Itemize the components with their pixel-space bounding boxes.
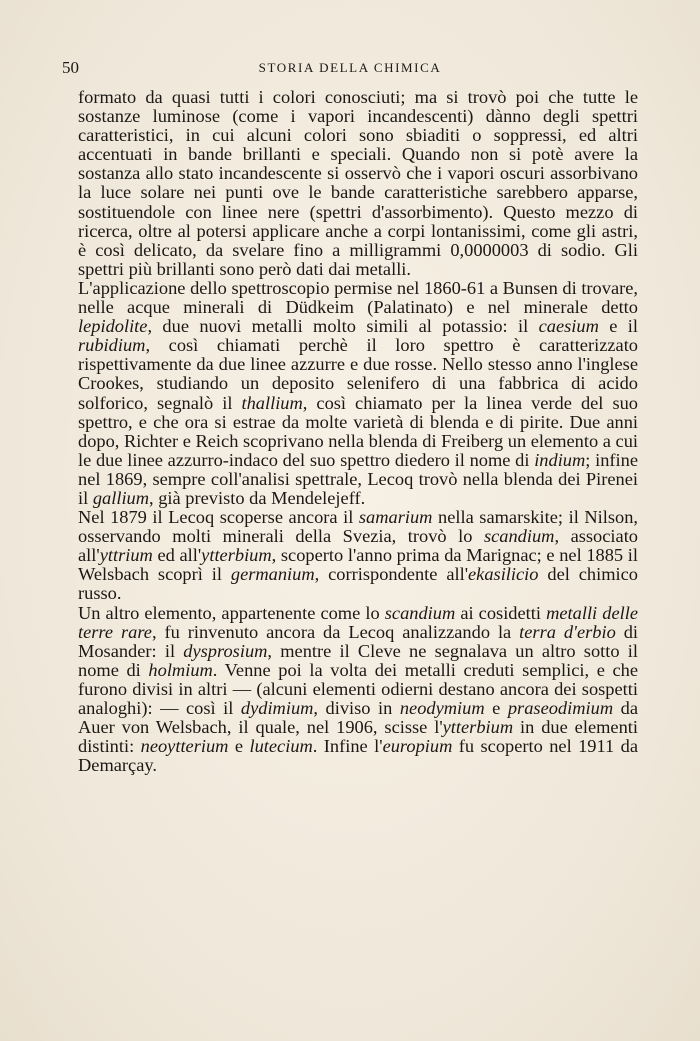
paragraph-1: [78, 88, 638, 279]
text-run: nella samarskite; il Nilson, osservando molti minerali della Svezia, trovò lo: [78, 507, 638, 547]
italic-term: dydimium: [240, 698, 314, 718]
text-run: Nel 1879 il Lecoq scoperse ancora il: [78, 507, 359, 528]
italic-term: thallium: [241, 392, 303, 413]
italic-term: lepidolite: [78, 316, 148, 337]
text-run: . Venne poi la volta dei metalli creduti semplici, e che furono divisi in altri — (alcuni elementi odierni destano ancora dei sospetti analoghi): — così il: [78, 659, 639, 718]
text-run: fu scoperto nel 1911 da Demarçay.: [78, 736, 638, 776]
italic-term: ytterbium: [201, 545, 272, 566]
text-run: , già previsto da Mendelejeff.: [149, 487, 366, 508]
italic-term: lutecium: [249, 736, 313, 757]
italic-term: dysprosium: [183, 640, 268, 661]
italic-term: terra d'erbio: [519, 621, 616, 642]
italic-term: scandium: [384, 602, 456, 623]
italic-term: neoytterium: [140, 736, 229, 757]
italic-term: yttrium: [99, 545, 153, 566]
text-run: , così chiamato per la linea verde del suo spettro, e che ora si estrae da molte varietà di blenda e di pirite. Due anni dopo, Richter e Reich scoprivano nella blenda di Freiberg un elemento a cui le due linee azzurro-indaco del suo spettro diedero il nome di: [78, 392, 638, 470]
italic-term: ytterbium: [442, 717, 514, 738]
italic-term: scandium: [483, 526, 555, 547]
italic-term: germanium: [230, 564, 315, 585]
italic-term: metalli delle terre rare: [78, 602, 638, 642]
text-run: . Infine l': [312, 736, 383, 757]
italic-term: ekasilicio: [468, 564, 539, 585]
text-run: e: [228, 736, 250, 757]
italic-term: europium: [382, 736, 453, 757]
text-run: , fu rinvenuto ancora da Lecoq analizzando la: [151, 621, 520, 642]
italic-term: neodymium: [399, 698, 485, 718]
italic-term: holmium: [148, 659, 213, 680]
text-run: , diviso in: [313, 698, 400, 718]
italic-term: gallium: [92, 487, 150, 508]
text-run: Un altro elemento, appartenente come lo: [78, 602, 385, 623]
italic-term: rubidium: [78, 335, 146, 356]
text-run: , corrispondente all': [314, 564, 469, 585]
text-run: ed all': [152, 545, 202, 566]
text-run: ai cosidetti: [455, 602, 547, 623]
text-run: , così chiamati perchè il loro spettro è caratterizzato rispettivamente da due linee azzurre e due rosse. Nello stesso anno l'inglese Crookes, studiando un deposito selenifero di una fabbrica di acido solforico, segnalò il: [78, 335, 638, 413]
body-text: [78, 88, 638, 775]
text-run: di Mosander: il: [78, 621, 639, 661]
text-run: , scoperto l'anno prima da Marignac; e nel 1885 il Welsbach scoprì il: [78, 545, 638, 585]
text-run: , due nuovi metalli molto simili al potassio: il: [147, 316, 539, 337]
running-title: STORIA DELLA CHIMICA: [258, 60, 442, 75]
italic-term: indium: [534, 449, 586, 470]
text-run: e: [484, 698, 508, 718]
paragraph-2: [78, 279, 638, 508]
page-number: 50: [62, 58, 79, 77]
text-run: del chimico russo.: [78, 564, 638, 604]
text-run: ; infine nel 1869, sempre coll'analisi spettrale, Lecoq trovò nella blenda dei Pirenei il: [78, 449, 638, 508]
paragraph-4: [78, 604, 638, 776]
italic-term: caesium: [538, 316, 599, 337]
text-run: e il: [598, 316, 638, 337]
text-run: da Auer von Welsbach, il quale, nel 1906, scisse l': [78, 698, 638, 738]
text-run: formato da quasi tutti i colori conosciuti; ma si trovò poi che tutte le sostanze luminose (come i vapori incandescenti) dànno degli spettri caratteristici, in cui alcuni colori sono sbiaditi o soppressi, ed altri accentuati in bande brillanti e speciali. Quando non si potè avere la sostanza allo stato incandescente si osservò che i vapori oscuri assorbivano la luce solare nei punti ove le bande caratteristiche sarebbero apparse, sostituendole con linee nere (spettri d'assorbimento). Questo mezzo di ricerca, oltre al potersi applicare anche a corpi lontanissimi, come gli astri, è così delicato, da svelare fino a milligrammi 0,0000003 di sodio. Gli spettri più brillanti sono però dati dai metalli.: [78, 87, 638, 279]
italic-term: samarium: [358, 507, 433, 528]
text-run: , associato all': [78, 526, 638, 566]
paragraph-3: [78, 508, 638, 603]
text-run: in due elementi distinti:: [78, 717, 638, 757]
running-head: [62, 58, 638, 80]
text-run: , mentre il Cleve ne segnalava un altro sotto il nome di: [78, 640, 638, 680]
text-run: L'applicazione dello spettroscopio permise nel 1860-61 a Bunsen di trovare, nelle acque minerali di Düdkeim (Palatinato) e nel minerale detto: [78, 277, 638, 318]
italic-term: praseodimium: [507, 698, 614, 718]
